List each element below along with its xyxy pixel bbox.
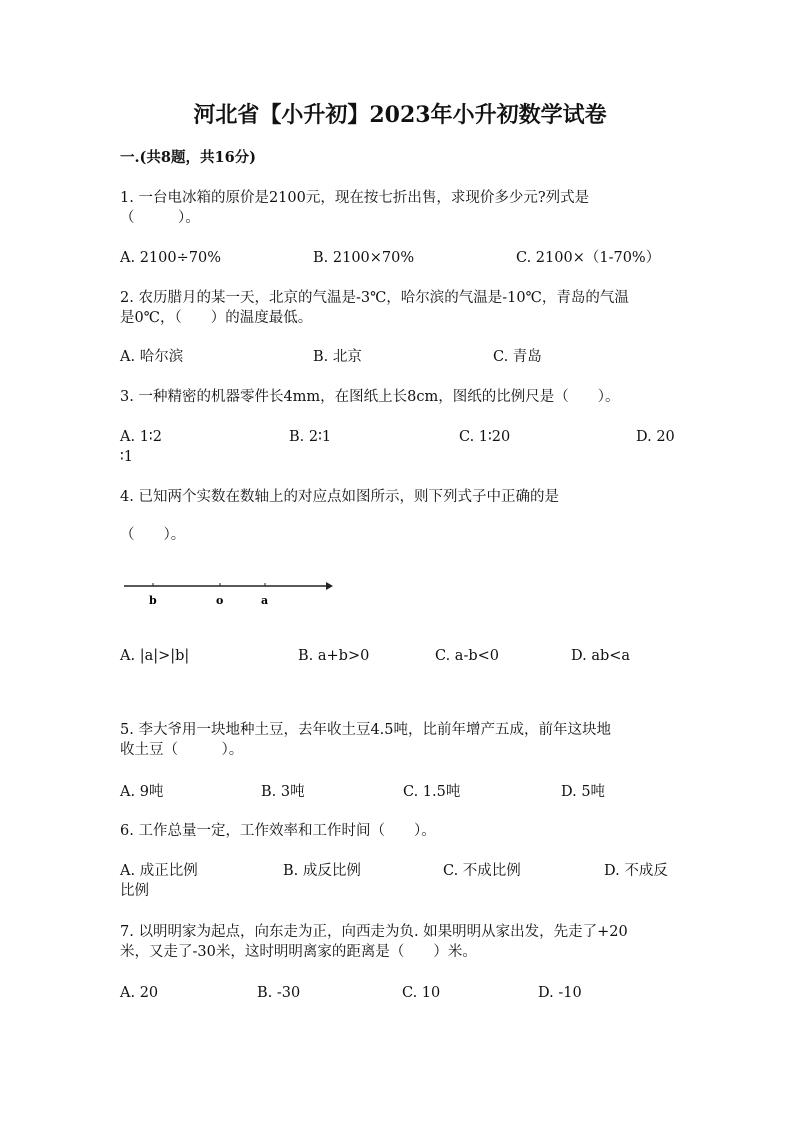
q2-text: 2. 农历腊月的某一天，北京的气温是-3℃，哈尔滨的气温是-10℃，青岛的气温: [120, 290, 629, 306]
q7-option-a: A. 20: [120, 985, 159, 1001]
q3-text: 3. 一种精密的机器零件长4mm，在图纸上长8cm，图纸的比例尺是（ ）。: [120, 389, 620, 405]
q4-text: 4. 已知两个实数在数轴上的对应点如图所示，则下列式子中正确的是: [120, 489, 559, 505]
q7-text: 7. 以明明家为起点，向东走为正，向西走为负. 如果明明从家出发，先走了+20: [120, 924, 628, 940]
q2-option-b: B. 北京: [313, 349, 362, 365]
q6-option-a: A. 成正比例: [120, 863, 198, 879]
q6-option-c: C. 不成比例: [443, 863, 521, 879]
q7-option-d: D. -10: [538, 985, 582, 1001]
q5-option-c: C. 1.5吨: [403, 784, 461, 800]
q4-option-b: B. a+b>0: [298, 648, 370, 664]
section-heading: 一.(共8题，共16分): [120, 149, 257, 166]
q3-option-d-wrap: ∶1: [120, 449, 133, 465]
label-b: b: [149, 594, 157, 607]
arrow-icon: [326, 582, 333, 590]
page-title: 河北省【小升初】2023年小升初数学试卷: [193, 102, 607, 128]
q4-option-d: D. ab<a: [571, 648, 631, 664]
label-o: o: [216, 594, 224, 607]
q7-option-b: B. -30: [257, 985, 301, 1001]
q2-option-c: C. 青岛: [493, 349, 542, 365]
number-line-figure: [120, 575, 340, 615]
q1-option-a: A. 2100÷70%: [120, 250, 221, 266]
q6-option-d-wrap: 比例: [120, 883, 149, 899]
q1-text: （ ）。: [120, 210, 200, 226]
q5-text: 5. 李大爷用一块地种土豆，去年收土豆4.5吨，比前年增产五成，前年这块地: [120, 722, 612, 738]
q6-option-b: B. 成反比例: [283, 863, 361, 879]
q2-text: 是0℃，（ ）的温度最低。: [120, 310, 313, 326]
q5-text: 收土豆（ ）。: [120, 742, 244, 758]
q6-option-d: D. 不成反: [604, 863, 668, 879]
q1-option-c: C. 2100×（1-70%）: [516, 250, 661, 266]
q5-option-b: B. 3吨: [261, 784, 305, 800]
q7-text: 米，又走了-30米，这时明明离家的距离是（ ）米。: [120, 944, 477, 960]
q4-text: （ ）。: [120, 527, 186, 543]
q3-option-d: D. 20: [636, 429, 675, 445]
q5-option-a: A. 9吨: [120, 784, 164, 800]
q4-option-a: A. |a|>|b|: [120, 648, 190, 664]
q2-option-a: A. 哈尔滨: [120, 349, 184, 365]
q6-text: 6. 工作总量一定，工作效率和工作时间（ ）。: [120, 823, 436, 839]
q4-option-c: C. a-b<0: [435, 648, 499, 664]
label-a: a: [261, 594, 269, 607]
q5-option-d: D. 5吨: [561, 784, 606, 800]
q3-option-a: A. 1∶2: [120, 429, 162, 445]
q7-option-c: C. 10: [402, 985, 441, 1001]
q1-text: 1. 一台电冰箱的原价是2100元，现在按七折出售，求现价多少元?列式是: [120, 190, 590, 206]
q3-option-c: C. 1∶20: [459, 429, 511, 445]
q3-option-b: B. 2∶1: [289, 429, 332, 445]
q1-option-b: B. 2100×70%: [313, 250, 415, 266]
